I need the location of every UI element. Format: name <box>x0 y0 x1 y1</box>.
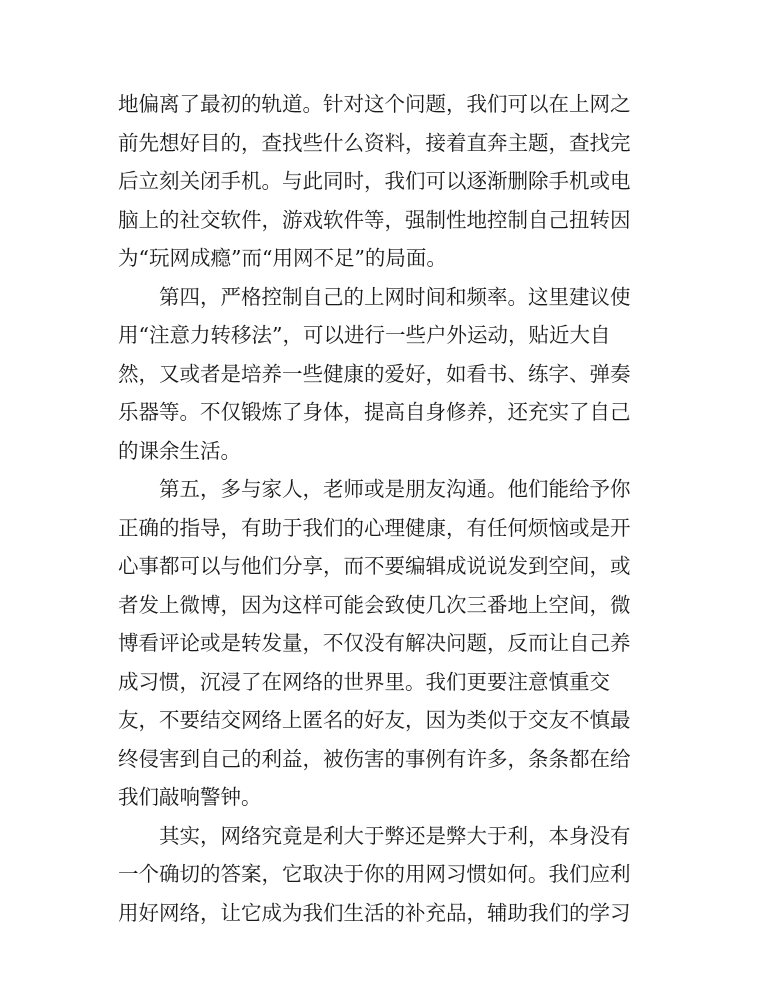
text-line: 者发上微博，因为这样可能会致使几次三番地上空间，微 <box>118 592 631 617</box>
text-line: 为“玩网成瘾”而“用网不足”的局面。 <box>118 246 447 270</box>
text-line: 博看评论或是转发量，不仅没有解决问题，反而让自己养 <box>118 631 631 655</box>
text-line: 地偏离了最初的轨道。针对这个问题，我们可以在上网之 <box>118 92 631 116</box>
text-line: 一个确切的答案，它取决于你的用网习惯如何。我们应利 <box>118 862 631 886</box>
text-line: 的课余生活。 <box>118 438 241 463</box>
text-line: 后立刻关闭手机。与此同时，我们可以逐渐删除手机或电 <box>118 169 631 193</box>
text-line: 然，又或者是培养一些健康的爱好，如看书、练字、弹奏 <box>118 361 631 386</box>
text-line: 用“注意力转移法”，可以进行一些户外运动，贴近大自 <box>118 323 611 347</box>
text-line: 用好网络，让它成为我们生活的补充品，辅助我们的学习 <box>118 900 631 925</box>
text-line: 正确的指导，有助于我们的心理健康，有任何烦恼或是开 <box>118 515 631 540</box>
paragraph-start-line: 第四，严格控制自己的上网时间和频率。这里建议使 <box>159 284 631 309</box>
text-line: 成习惯，沉浸了在网络的世界里。我们更要注意慎重交 <box>118 669 610 694</box>
text-line: 友，不要结交网络上匿名的好友，因为类似于交友不慎最 <box>118 708 631 732</box>
body-text <box>118 85 638 932</box>
text-line: 终侵害到自己的利益，被伤害的事例有许多，条条都在给 <box>118 746 631 771</box>
text-line: 心事都可以与他们分享，而不要编辑成说说发到空间，或 <box>118 554 631 578</box>
text-line: 脑上的社交软件，游戏软件等，强制性地控制自己扭转因 <box>118 207 631 232</box>
paragraph-start-line: 第五，多与家人，老师或是朋友沟通。他们能给予你 <box>159 477 631 501</box>
paragraph-start-line: 其实，网络究竟是利大于弊还是弊大于利，本身没有 <box>159 823 631 848</box>
text-line: 我们敲响警钟。 <box>118 785 262 809</box>
text-line: 乐器等。不仅锻炼了身体，提高自身修养，还充实了自己 <box>118 400 631 424</box>
text-line: 前先想好目的，查找些什么资料，接着直奔主题，查找完 <box>118 130 631 155</box>
